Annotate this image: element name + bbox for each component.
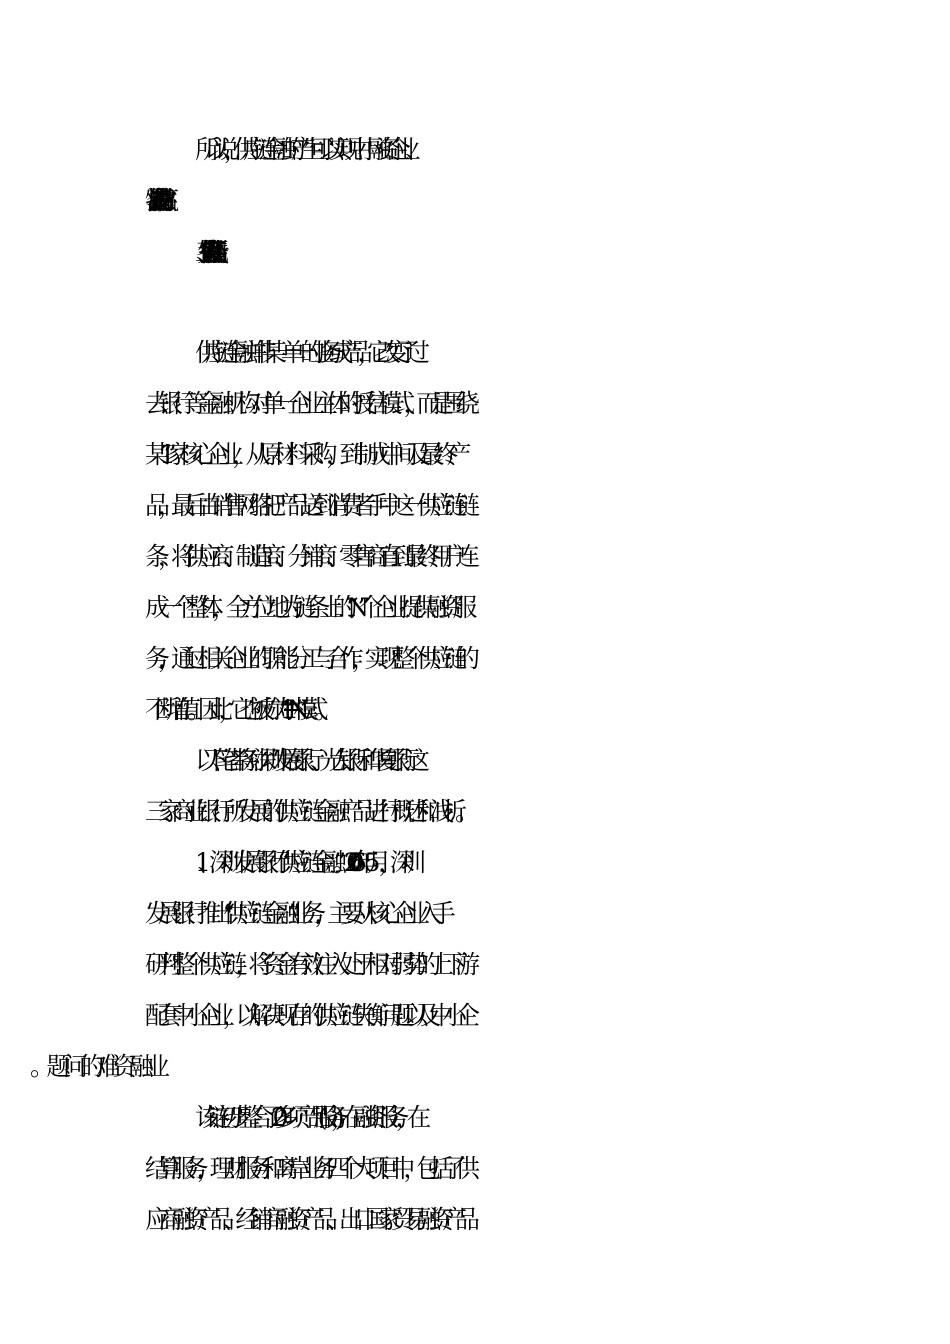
text-line: 1、深圳发展银行“供应链金融”。2006年5月，深圳 xyxy=(195,848,413,877)
text-line: 发展银行推出“供应链金融”业务，主要从核心企业入手 xyxy=(145,899,444,928)
text-line: 成一个整体，全方位地为链条上的“N”个企业提供融资服 xyxy=(145,593,466,622)
text-line: 不断增值。因此，它也被称为“1+N”模式。 xyxy=(145,695,325,724)
text-line: 应商融资产品、经销商融资产品、出口国家贸易融资产品 xyxy=(145,1205,468,1234)
text-line: 品，最后由销售网络把产品送到消费者手中这一供应链链 xyxy=(145,491,468,520)
text-line: 三家商业银行所发展的供应链金融产品进行概述和浅析。 xyxy=(145,797,468,826)
text-line: 研判整个供应链，将资金有效注入处于相对弱势的上下游 xyxy=(145,950,468,979)
text-line: 结算服务，理财服务和离岸业务四个大项目中，包括了供 xyxy=(145,1154,468,1183)
text-line: 条，将供应商、制造商、分销商、零售商直到最终用户连 xyxy=(145,542,468,571)
section-heading: 三、各大银行供应链金融产品浅析 xyxy=(195,238,206,267)
text-line: 某“1”家核心企业，从原材料采购，到制成中间及最终产 xyxy=(145,440,460,469)
text-line xyxy=(145,1051,950,1083)
text-line: 所以说，供应链金融的产生可以实现中小融资企业、 xyxy=(195,135,415,164)
text-line: 物流企业及银行的三方共赢。 xyxy=(145,186,156,215)
text-line: 以下笔者将对深圳发展银行、光大银行和华夏银行这 xyxy=(195,746,415,775)
text-line: 该链初步整合了20多项产品(服务)，在融资服务，在 xyxy=(195,1103,418,1132)
text-line: 供应链金融并非某一单一的业务或产品，它改变了过 xyxy=(195,338,415,367)
text-line: 配套中小企业，以解决现存的供应链失衡问题以及中小企 xyxy=(145,1001,468,1030)
text-line: 去银行等金融机构对单一企业主体的授信模式，而是围绕 xyxy=(145,389,468,418)
text-line: 务，通过相关企业的职能分工与合作，实现整个供应链的 xyxy=(145,644,468,673)
